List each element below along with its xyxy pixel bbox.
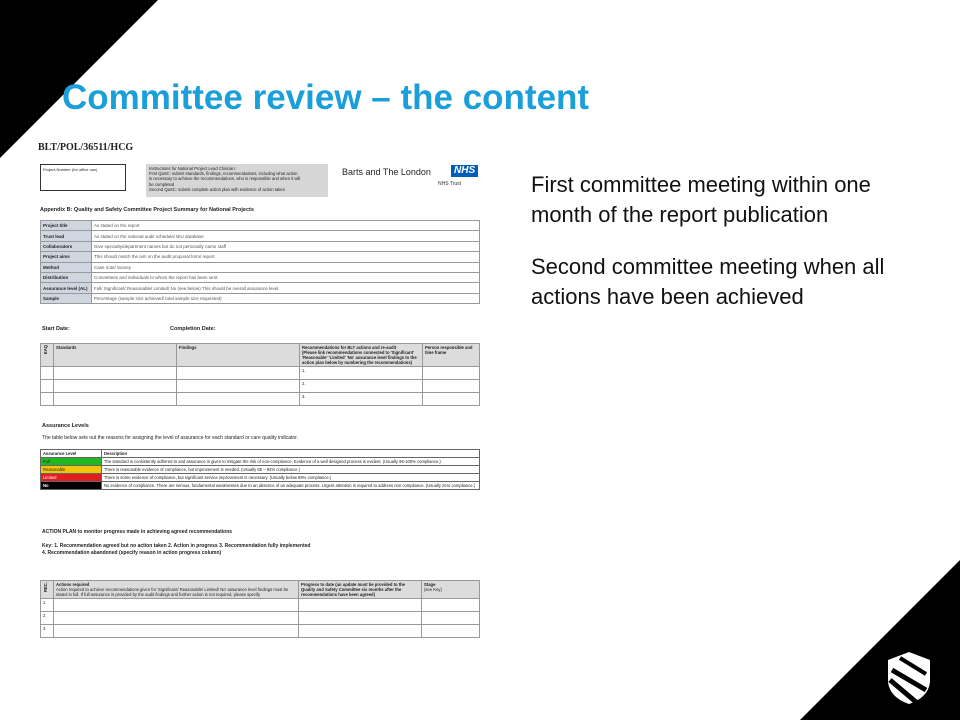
paragraph-first-meeting: First committee meeting within one month of the report publication — [531, 172, 871, 227]
instructions-box — [146, 164, 328, 197]
row-label: Distribution — [41, 272, 92, 282]
table-row — [41, 393, 480, 406]
row-value: This should match the aim on the audit proposal form/ report — [92, 252, 480, 262]
stage-title: Stage — [424, 582, 436, 587]
table-row — [41, 252, 480, 262]
table-row — [41, 612, 480, 625]
actions-header — [54, 581, 299, 599]
recommendations-header — [300, 344, 423, 367]
row-value: Give specialty/department names but do not personally name staff — [92, 241, 480, 251]
table-row — [41, 380, 480, 393]
key-line-1: Key: 1. Recommendation agreed but no action taken 2. Action in progress 3. Recommendation fully implemented — [42, 543, 311, 549]
project-info-table — [40, 220, 480, 304]
stage-note: (see Key) — [424, 587, 442, 592]
table-row — [41, 272, 480, 282]
table-row — [41, 283, 480, 293]
table-row — [41, 241, 480, 251]
assurance-levels-table — [40, 449, 480, 490]
trust-logo-subtitle: NHS Trust — [438, 181, 462, 187]
rec-header: REC. — [43, 582, 48, 593]
recommendations-title: Recommendations for BLT actions and re-audit — [302, 345, 397, 350]
row-number: 3. — [300, 393, 423, 406]
paragraph-second-meeting: Second committee meeting when all actions have been achieved — [531, 254, 885, 309]
level-description: There is reasonable evidence of compliance, but improvement is needed. (Usually 85 – 94% compliance.) — [102, 466, 480, 474]
appendix-title: Appendix B: Quality and Safety Committee Project Summary for National Projects — [40, 207, 254, 213]
assurance-level-header: Assurance Level — [41, 450, 102, 458]
eaq-header: EAQ — [43, 345, 48, 355]
row-label: Project aims — [41, 252, 92, 262]
trust-logo-name: Barts and The London — [342, 167, 431, 177]
table-row — [41, 599, 480, 612]
table-row — [41, 367, 480, 380]
row-number: 2. — [300, 380, 423, 393]
row-value: Committees and individuals to whom the report has been sent — [92, 272, 480, 282]
key-line-2: 4. Recommendation abandoned (specify reason in action progress column) — [42, 550, 222, 556]
assurance-heading: Assurance Levels — [42, 423, 89, 429]
standards-header: Standards — [54, 344, 177, 367]
row-number: 1. — [41, 599, 54, 612]
actions-title: Actions required — [56, 582, 90, 587]
row-value: As stated on the report — [92, 221, 480, 231]
instruction-line: be completed — [149, 181, 175, 187]
findings-header: Findings — [177, 344, 300, 367]
dates-line — [42, 326, 216, 332]
level-name: No — [41, 482, 102, 490]
row-value: Case note/ Survey — [92, 262, 480, 272]
slide-body — [531, 170, 921, 334]
instruction-line: First QaSC: submit standards, findings, recommendations, including what action — [149, 171, 298, 177]
assurance-row-limited — [41, 474, 480, 482]
document-reference: BLT/POL/36511/HCG — [38, 142, 134, 153]
row-value: Full/ Significant/ Reasonable/ Limited/ No (see below) This should be overall assurance level. — [92, 283, 480, 293]
row-value: Percentage (sample size achieved/ total sample size requested) — [92, 293, 480, 303]
level-description: There is some evidence of compliance, but significant service improvement is necessary. (Usually below 85% compliance.) — [102, 474, 480, 482]
level-description: The standard is consistently adhered to and assurance is given to mitigate the risk of non-compliance. Evidence of a well designed process is evident. (Usually 95-100% compliance.) — [102, 458, 480, 466]
row-label: Trust lead — [41, 231, 92, 241]
shield-crest-icon — [886, 650, 932, 706]
table-row — [41, 293, 480, 303]
row-label: Method — [41, 262, 92, 272]
nhs-logo-badge: NHS — [451, 165, 478, 177]
level-name: Limited — [41, 474, 102, 482]
action-plan-title: ACTION PLAN to monitor progress made in achieving agreed recommendations — [42, 529, 233, 535]
instruction-line: Second QaSC: submit complete action plan with evidence of action taken — [149, 186, 285, 192]
table-row — [41, 221, 480, 231]
level-name: Reasonable — [41, 466, 102, 474]
action-plan-table — [40, 580, 480, 638]
instruction-line: is necessary to achieve the recommendations, who is responsible and when it will — [149, 176, 301, 182]
assurance-row-reasonable — [41, 466, 480, 474]
level-name: Full — [41, 458, 102, 466]
row-value: As stated on the national audit schedule/ BIU database — [92, 231, 480, 241]
recommendations-note: (Please link recommendations connected to 'Significant' 'Reasonable' 'Limited' 'No' assurance level findings to the action plan below by numbering the recommendations) — [302, 350, 417, 365]
assurance-intro: The table below sets out the reasons for assigning the level of assurance for each standard or care quality indicator. — [42, 435, 298, 441]
table-row — [41, 262, 480, 272]
corner-decoration-bottom-right — [800, 560, 960, 720]
row-number: 1. — [300, 367, 423, 380]
table-header-row — [41, 581, 480, 599]
assurance-row-full — [41, 458, 480, 466]
instruction-line: Instructions for National Project Lead Clinician: — [149, 166, 236, 171]
row-label: Sample — [41, 293, 92, 303]
slide-title: Committee review – the content — [62, 78, 590, 117]
row-number: 3. — [41, 625, 54, 638]
description-header: Description — [102, 450, 480, 458]
actions-note: Action required to achieve recommendations given for 'Significant/ Reasonable/ Limited/ No' assurance level findings must be stated in full. If full assurance is provided by the audit findings and further action is not required, please specify — [56, 587, 289, 597]
row-label: Collaborators — [41, 241, 92, 251]
table-header-row — [41, 450, 480, 458]
standards-findings-table — [40, 343, 480, 406]
start-date-label: Start Date: — [42, 326, 70, 332]
table-header-row — [41, 344, 480, 367]
progress-header: Progress to date (an update must be provided to the Quality and Safety Committee six months after the recommendations have been agreed) — [299, 581, 422, 599]
person-header: Person responsible and time frame — [423, 344, 480, 367]
stage-header — [422, 581, 480, 599]
assurance-row-no — [41, 482, 480, 490]
row-label: Assurance level (AL) — [41, 283, 92, 293]
level-description: No evidence of compliance. There are serious, fundamental weaknesses due to an absence of an adequate process. Urgent attention is required to address non compliance. (Usually zero compliance.) — [102, 482, 480, 490]
row-label: Project title — [41, 221, 92, 231]
embedded-document-image — [36, 140, 484, 658]
completion-date-label: Completion Date: — [170, 326, 216, 332]
project-number-box: Project Number (for office use) — [40, 164, 126, 191]
table-row — [41, 231, 480, 241]
row-number: 2. — [41, 612, 54, 625]
table-row — [41, 625, 480, 638]
